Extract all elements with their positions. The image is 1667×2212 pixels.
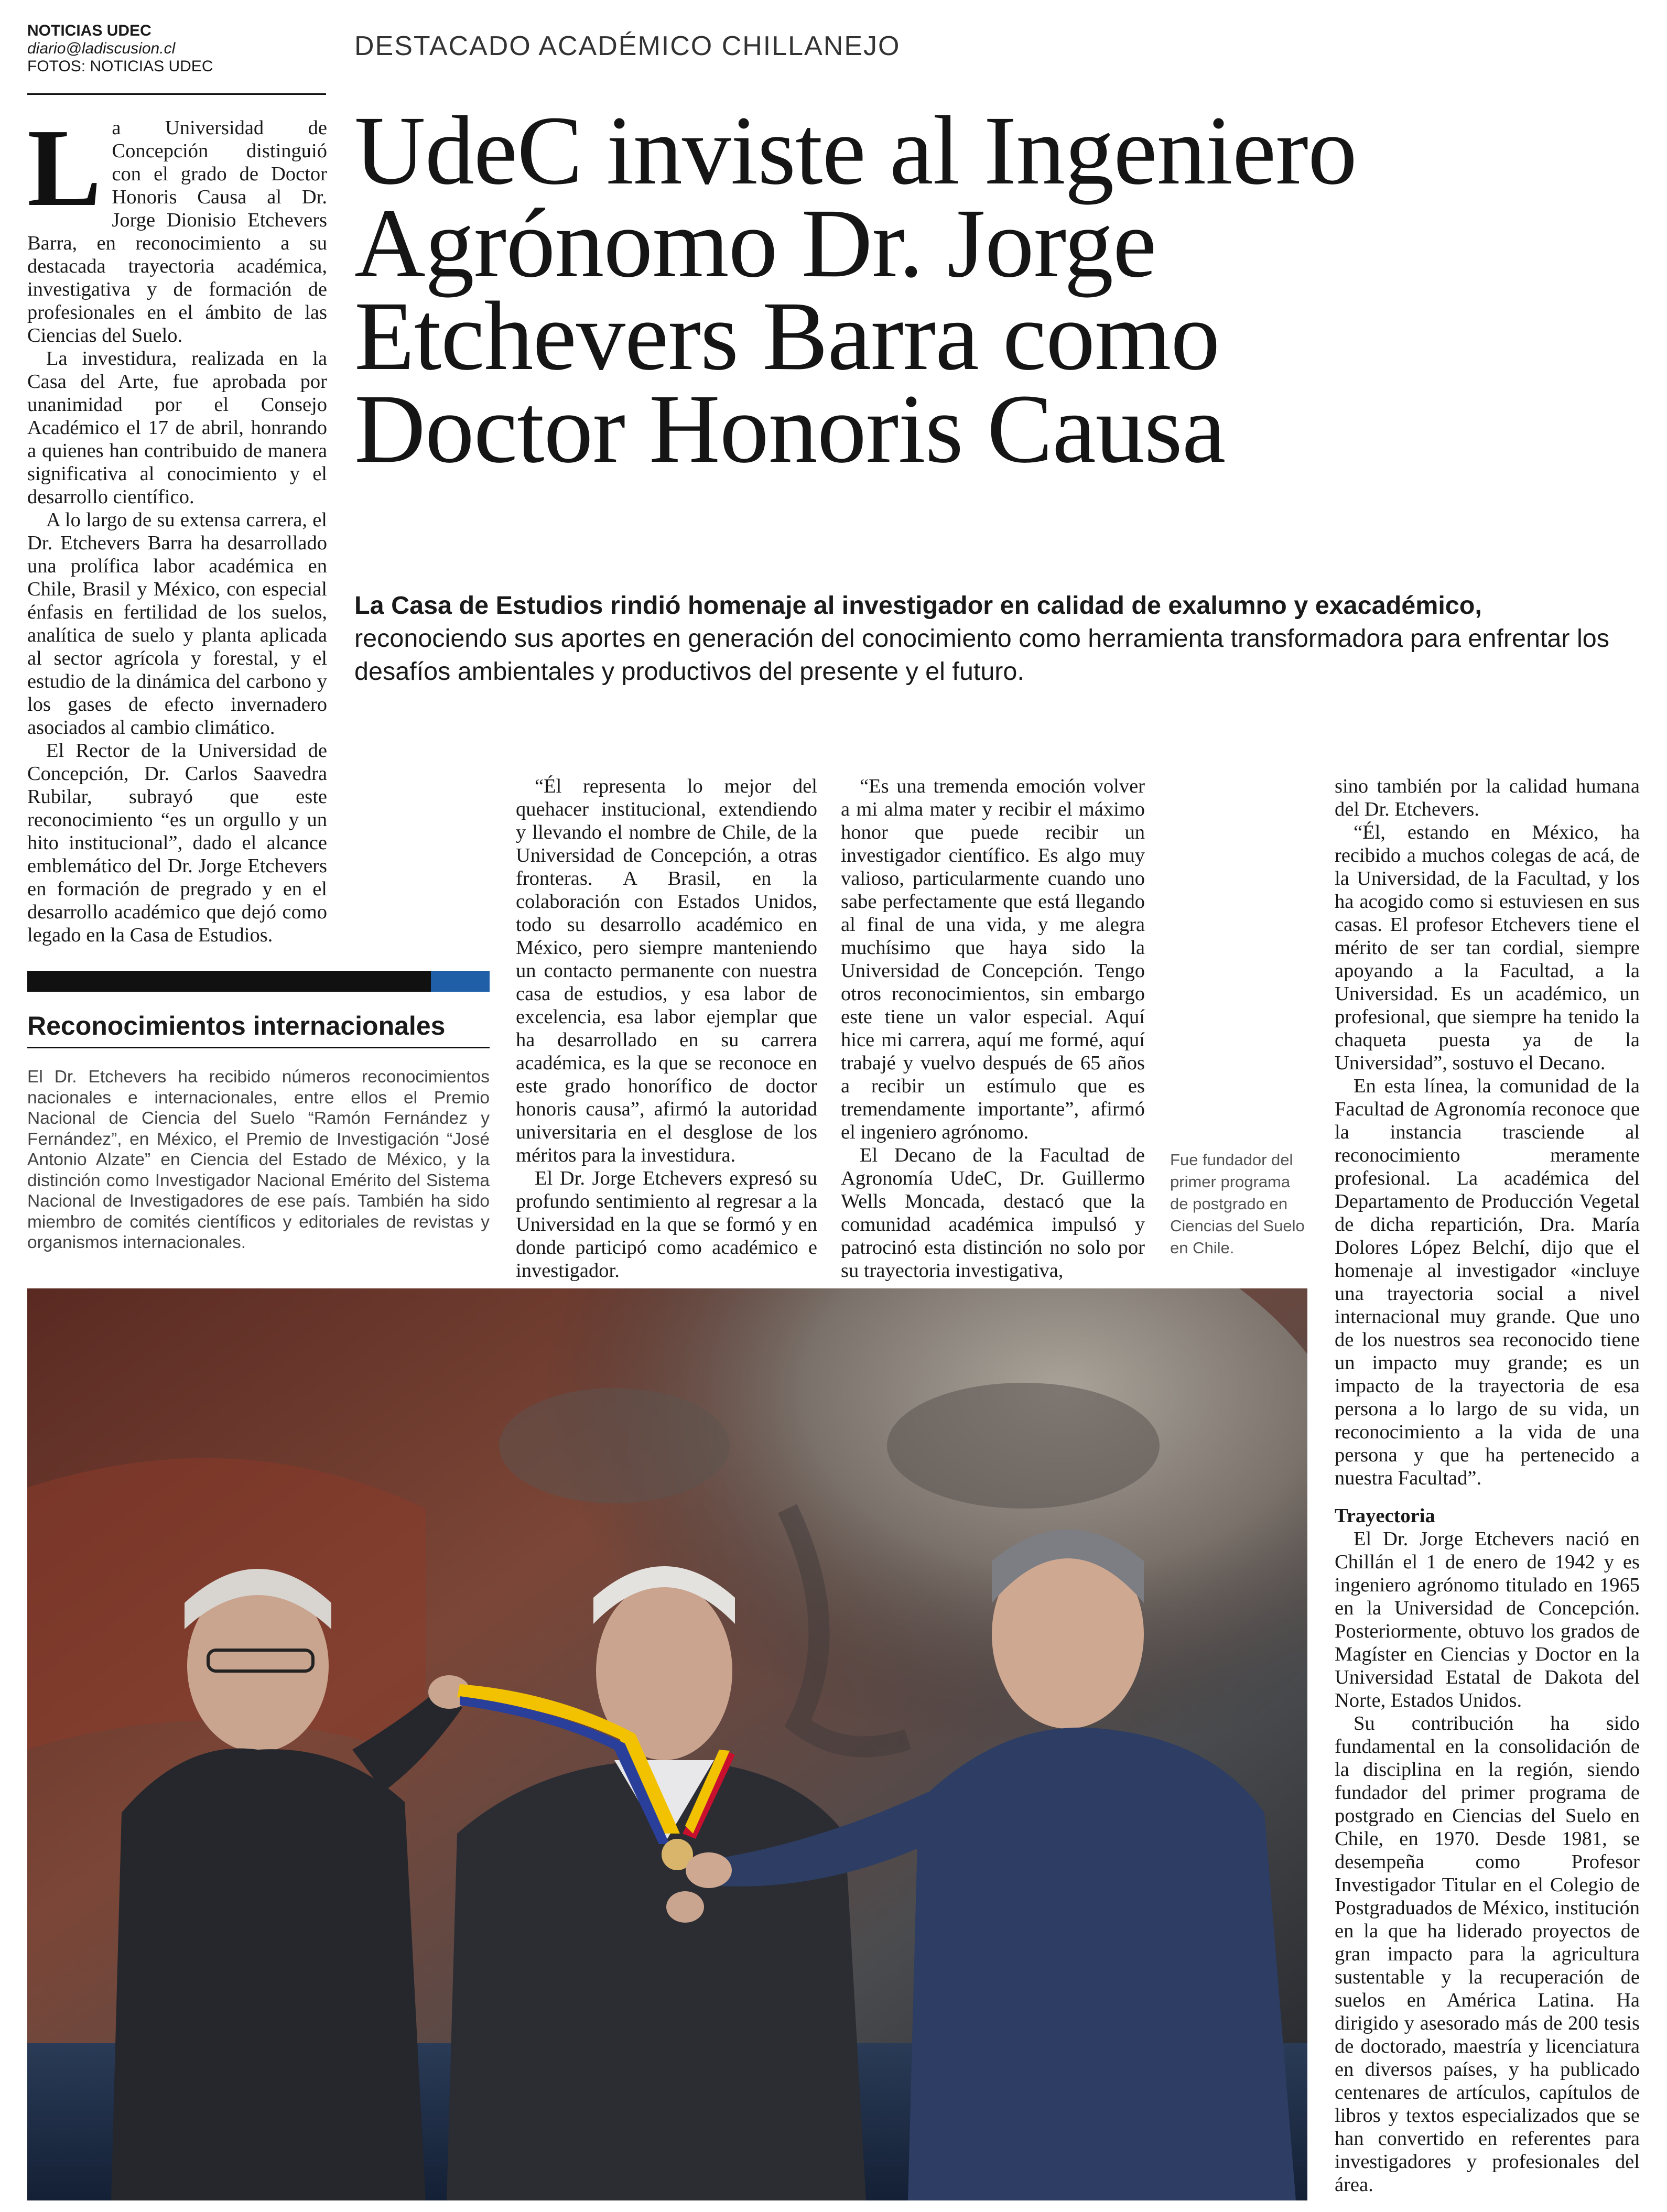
box-title-underline: [27, 1047, 490, 1048]
credits-divider: [27, 93, 326, 95]
subhead-bold: La Casa de Estudios rindió homenaje al investigador en calidad de exalumno y exacadémico,: [354, 591, 1482, 620]
photo-caption: Fue fundador del primer programa de postgrado en Ciencias del Suelo en Chile.: [1170, 1151, 1305, 1257]
paragraph: El Dr. Jorge Etchevers nació en Chillán el 1 de enero de 1942 y es ingeniero agrónomo titulado en 1965 en la Universidad de Concepción. Posteriormente, obtuvo los grados de Magíster en Ciencias y Doctor en la Universidad Estatal de Dakota del Norte, Estados Unidos.: [1335, 1528, 1640, 1711]
section-credit: NOTICIAS UDEC: [27, 22, 151, 39]
headline: [354, 95, 1644, 483]
paragraph: sino también por la calidad humana del Dr. Etchevers.: [1335, 775, 1640, 820]
credits: [27, 22, 321, 75]
paragraph: “Él representa lo mejor del quehacer institucional, extendiendo y llevando el nombre de Chile, de la Universidad de Concepción, a otras fronteras. A Brasil, en la colaboración con Estados Unidos, todo su desarrollo académico en México, pero siempre manteniendo un contacto permanente con nuestra casa de estudios, y esa labor de excelencia, esa labor ejemplar que ha desarrollado en su carrera académica, es la que se reconoce en este grado honorífico de doctor honoris causa”, afirmó la autoridad universitaria en el desglose de los méritos para la investidura.: [516, 775, 817, 1166]
kicker: DESTACADO ACADÉMICO CHILLANEJO: [354, 31, 901, 61]
column-4: [1335, 775, 1640, 2196]
subheading-trayectoria: Trayectoria: [1335, 1505, 1435, 1527]
ceremony-photo-illustration: [27, 1288, 1307, 2200]
paragraph: El Rector de la Universidad de Concepción, Dr. Carlos Saavedra Rubilar, subrayó que este reconocimiento “es un orgullo y un hito institucional”, dado el alcance emblemático del Dr. Jorge Etchevers en formación de pregrado y en el desarrollo académico que dejó como legado en la Casa de Estudios.: [27, 740, 327, 946]
photo-credit: FOTOS: NOTICIAS UDEC: [27, 58, 213, 75]
paragraph-lead: [27, 106, 327, 347]
email-credit: diario@ladiscusion.cl: [27, 40, 176, 57]
headline-line-4: Doctor Honoris Causa: [354, 374, 1226, 483]
column-3: [841, 775, 1145, 1282]
box-bar: [27, 971, 431, 992]
headline-line-1: UdeC inviste al Ingeniero: [354, 95, 1357, 205]
column-1: [27, 106, 327, 947]
ceremony-photo: [27, 1288, 1307, 2200]
column-2: [516, 775, 817, 1282]
dropcap: L: [27, 106, 102, 229]
paragraph: A lo largo de su extensa carrera, el Dr. Etchevers Barra ha desarrollado una prolífica labor académica en Chile, Brasil y México, con especial énfasis en fertilidad de los suelos, analítica de suelo y planta aplicada al sector agrícola y forestal, y el estudio de la dinámica del carbono y los gases de efecto invernadero asociados al cambio climático.: [27, 509, 327, 739]
paragraph: “Es una tremenda emoción volver a mi alma mater y recibir el máximo honor que puede recibir un investigador científico. Es algo muy valioso, particularmente cuando uno sabe perfectamente que está llegando al final de una vida, y me alegra muchísimo que haya sido la Universidad de Concepción. Tengo otros reconocimientos, sin embargo este tiene un valor especial. Aquí hice mi carrera, aquí me formé, aquí trabajé y vuelvo después de 65 años a recibir un estímulo que es tremendamente importante”, afirmó el ingeniero agrónomo.: [841, 775, 1145, 1143]
paragraph: En esta línea, la comunidad de la Facultad de Agronomía reconoce que la instancia trasciende al reconocimiento meramente profesional. La académica del Departamento de Producción Vegetal de dicha repartición, Dra. María Dolores López Belchí, dijo que el homenaje al investigador «incluye una trayectoria social a nivel internacional muy grande. Que uno de los nuestros sea reconocido tiene un impacto muy grande; es un impacto de la trayectoria de esa persona a lo largo de su vida, un reconocimiento a la vida de una persona y que ha pertenecido a nuestra Facultad”.: [1335, 1075, 1640, 1489]
headline-line-2: Agrónomo Dr. Jorge: [354, 188, 1156, 298]
paragraph: Su contribución ha sido fundamental en la consolidación de la disciplina en la región, siendo fundador del primer programa de postgrado en Ciencias del Suelo en Chile, en 1970. Desde 1981, se desempeña como Profesor Investigador Titular en el Colegio de Postgraduados de México, institución en la que ha liderado proyectos de gran impacto para la agricultura sustentable y la recuperación de suelos en América Latina. Ha dirigido y asesorado más de 200 tesis de doctorado, maestría y licenciatura en diversos países, y ha publicado centenares de artículos, capítulos de libros y textos especializados que se han convertido en referentes para investigadores y profesionales del área.: [1335, 1712, 1640, 2196]
subhead-regular: reconociendo sus aportes en generación del conocimiento como herramienta transformadora para enfrentar los desafíos ambientales y productivos del presente y el futuro.: [354, 624, 1610, 686]
box-bar-accent: [431, 971, 490, 992]
paragraph-lead-text: a Universidad de Concepción distinguió con el grado de Doctor Honoris Causa al Dr. Jorge Dionisio Etchevers Barra, en reconocimiento a su destacada trayectoria académica, investigativa y de formación de profesionales en el ámbito de las Ciencias del Suelo.: [27, 117, 327, 346]
paragraph: El Dr. Jorge Etchevers expresó su profundo sentimiento al regresar a la Universidad en la que se formó y en donde participó como académico e investigador.: [516, 1167, 817, 1282]
box-text: El Dr. Etchevers ha recibido números reconocimientos nacionales e internacionales, entre ellos el Premio Nacional de Ciencia del Suelo “Ramón Fernández y Fernández”, en México, el Premio de Investigación “José Antonio Alzate” en Ciencia del Estado de México, y la distinción como Investigador Nacional Emérito del Sistema Nacional de Investigadores de ese país. También ha sido miembro de comités científicos y editoriales de revistas y organismos internacionales.: [27, 1067, 490, 1252]
headline-line-3: Etchevers Barra como: [354, 281, 1220, 391]
paragraph: La investidura, realizada en la Casa del Arte, fue aprobada por unanimidad por el Consejo Académico el 17 de abril, honrando a quienes han contribuido de manera significativa al conocimiento y el desarrollo científico.: [27, 348, 327, 508]
subhead: [354, 589, 1628, 688]
box-title: Reconocimientos internacionales: [27, 1011, 446, 1040]
paragraph: El Decano de la Facultad de Agronomía UdeC, Dr. Guillermo Wells Moncada, destacó que la comunidad académica impulsó y patrocinó esta distinción no solo por su trayectoria investigativa,: [841, 1144, 1145, 1282]
paragraph: “Él, estando en México, ha recibido a muchos colegas de acá, de la Universidad, de la Facultad, y los ha acogido como si estuviesen en sus casas. El profesor Etchevers tiene el mérito de ser tan cordial, siempre apoyando a la Facultad, a la Universidad. Es un académico, un profesional, que siempre ha tenido la chaqueta puesta ya de la Universidad”, sostuvo el Decano.: [1335, 821, 1640, 1074]
